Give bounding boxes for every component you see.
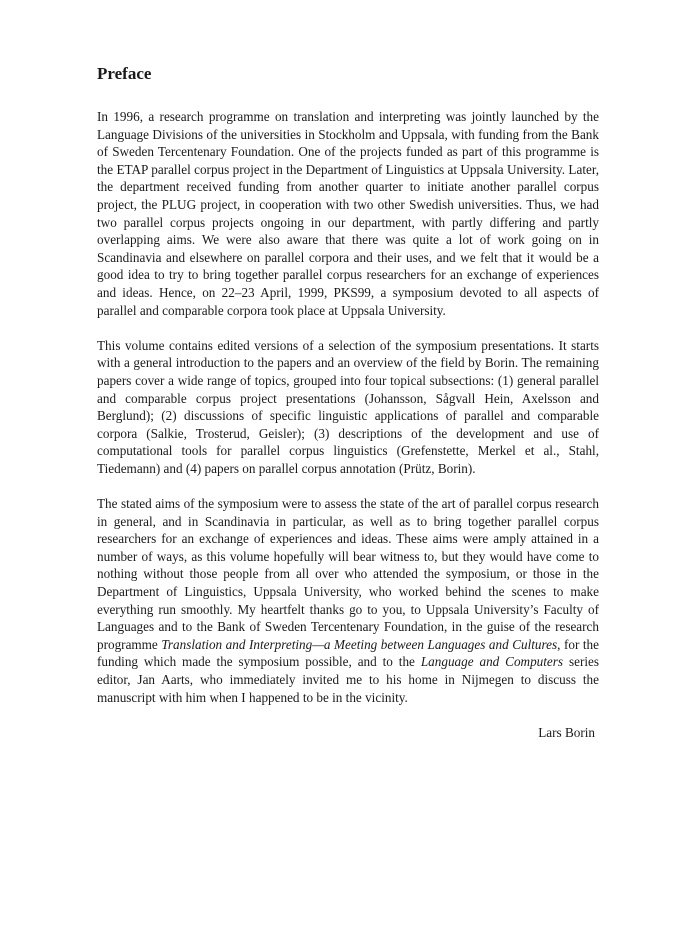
page-title: Preface	[97, 64, 152, 83]
paragraph-1	[97, 108, 599, 319]
paragraph-3-text-a: The stated aims of the symposium were to assess the state of the art of parallel corpus research in general, and in Scandinavia in particular, as well as to bring together parallel corpus researchers for an exchange of experiences and ideas. These aims were amply attained in a number of ways, as this volume hopefully will bear witness to, but they would have come to nothing without those people from all over who attended the symposium, or those in the Department of Linguistics, Uppsala University, who worked behind the scenes to make everything run smoothly. My heartfelt thanks go to you, to Uppsala University’s Faculty of Languages and to the Bank of Sweden Tercentenary Foundation, in the guise of the research programme	[97, 496, 599, 652]
paragraph-3-text-c: series editor, Jan Aarts, who immediately invited me to his home in Nijmegen to discuss the manuscript with him when I happened to be in the vicinity.	[97, 654, 599, 705]
paragraph-1-text: In 1996, a research programme on translation and interpreting was jointly launched by the Language Divisions of the universities in Stockholm and Uppsala, with funding from the Bank of Sweden Tercentenary Foundation. One of the projects funded as part of this programme is the ETAP parallel corpus project in the Department of Linguistics at Uppsala University. Later, the department received funding from another quarter to initiate another parallel corpus project, the PLUG project, in cooperation with two other Swedish universities. Thus, we had two parallel corpus projects ongoing in our department, with partly differing and partly overlapping aims. We were also aware that there was quite a lot of work going on in Scandinavia and elsewhere on parallel corpora and their uses, and we felt that it would be a good idea to try to bring together parallel corpus researchers for an exchange of experiences and ideas. Hence, on 22–23 April, 1999, PKS99, a symposium devoted to all aspects of parallel and comparable corpora took place at Uppsala University.	[97, 109, 599, 318]
author-signature: Lars Borin	[538, 724, 595, 740]
paragraph-2-text: This volume contains edited versions of a selection of the symposium presentations. It starts with a general introduction to the papers and an overview of the field by Borin. The remaining papers cover a wide range of topics, grouped into four topical subsections: (1) general parallel and comparable corpus project presentations (Johansson, Sågvall Hein, Axelsson and Berglund); (2) discussions of specific linguistic applications of parallel and comparable corpora (Salkie, Trosterud, Geisler); (3) descriptions of the development and use of computational tools for parallel corpus linguistics (Grefenstette, Merkel et al., Stahl, Tiedemann) and (4) papers on parallel corpus annotation (Prütz, Borin).	[97, 337, 599, 476]
paragraph-3-text-b: , for the funding which made the symposium possible, and to the	[97, 636, 599, 670]
series-title: Language and Computers	[420, 654, 564, 670]
document-page	[97, 64, 599, 741]
programme-title: Translation and Interpreting—a Meeting between Languages and Cultures	[161, 636, 558, 652]
paragraph-3	[97, 495, 599, 706]
paragraph-2	[97, 337, 599, 478]
